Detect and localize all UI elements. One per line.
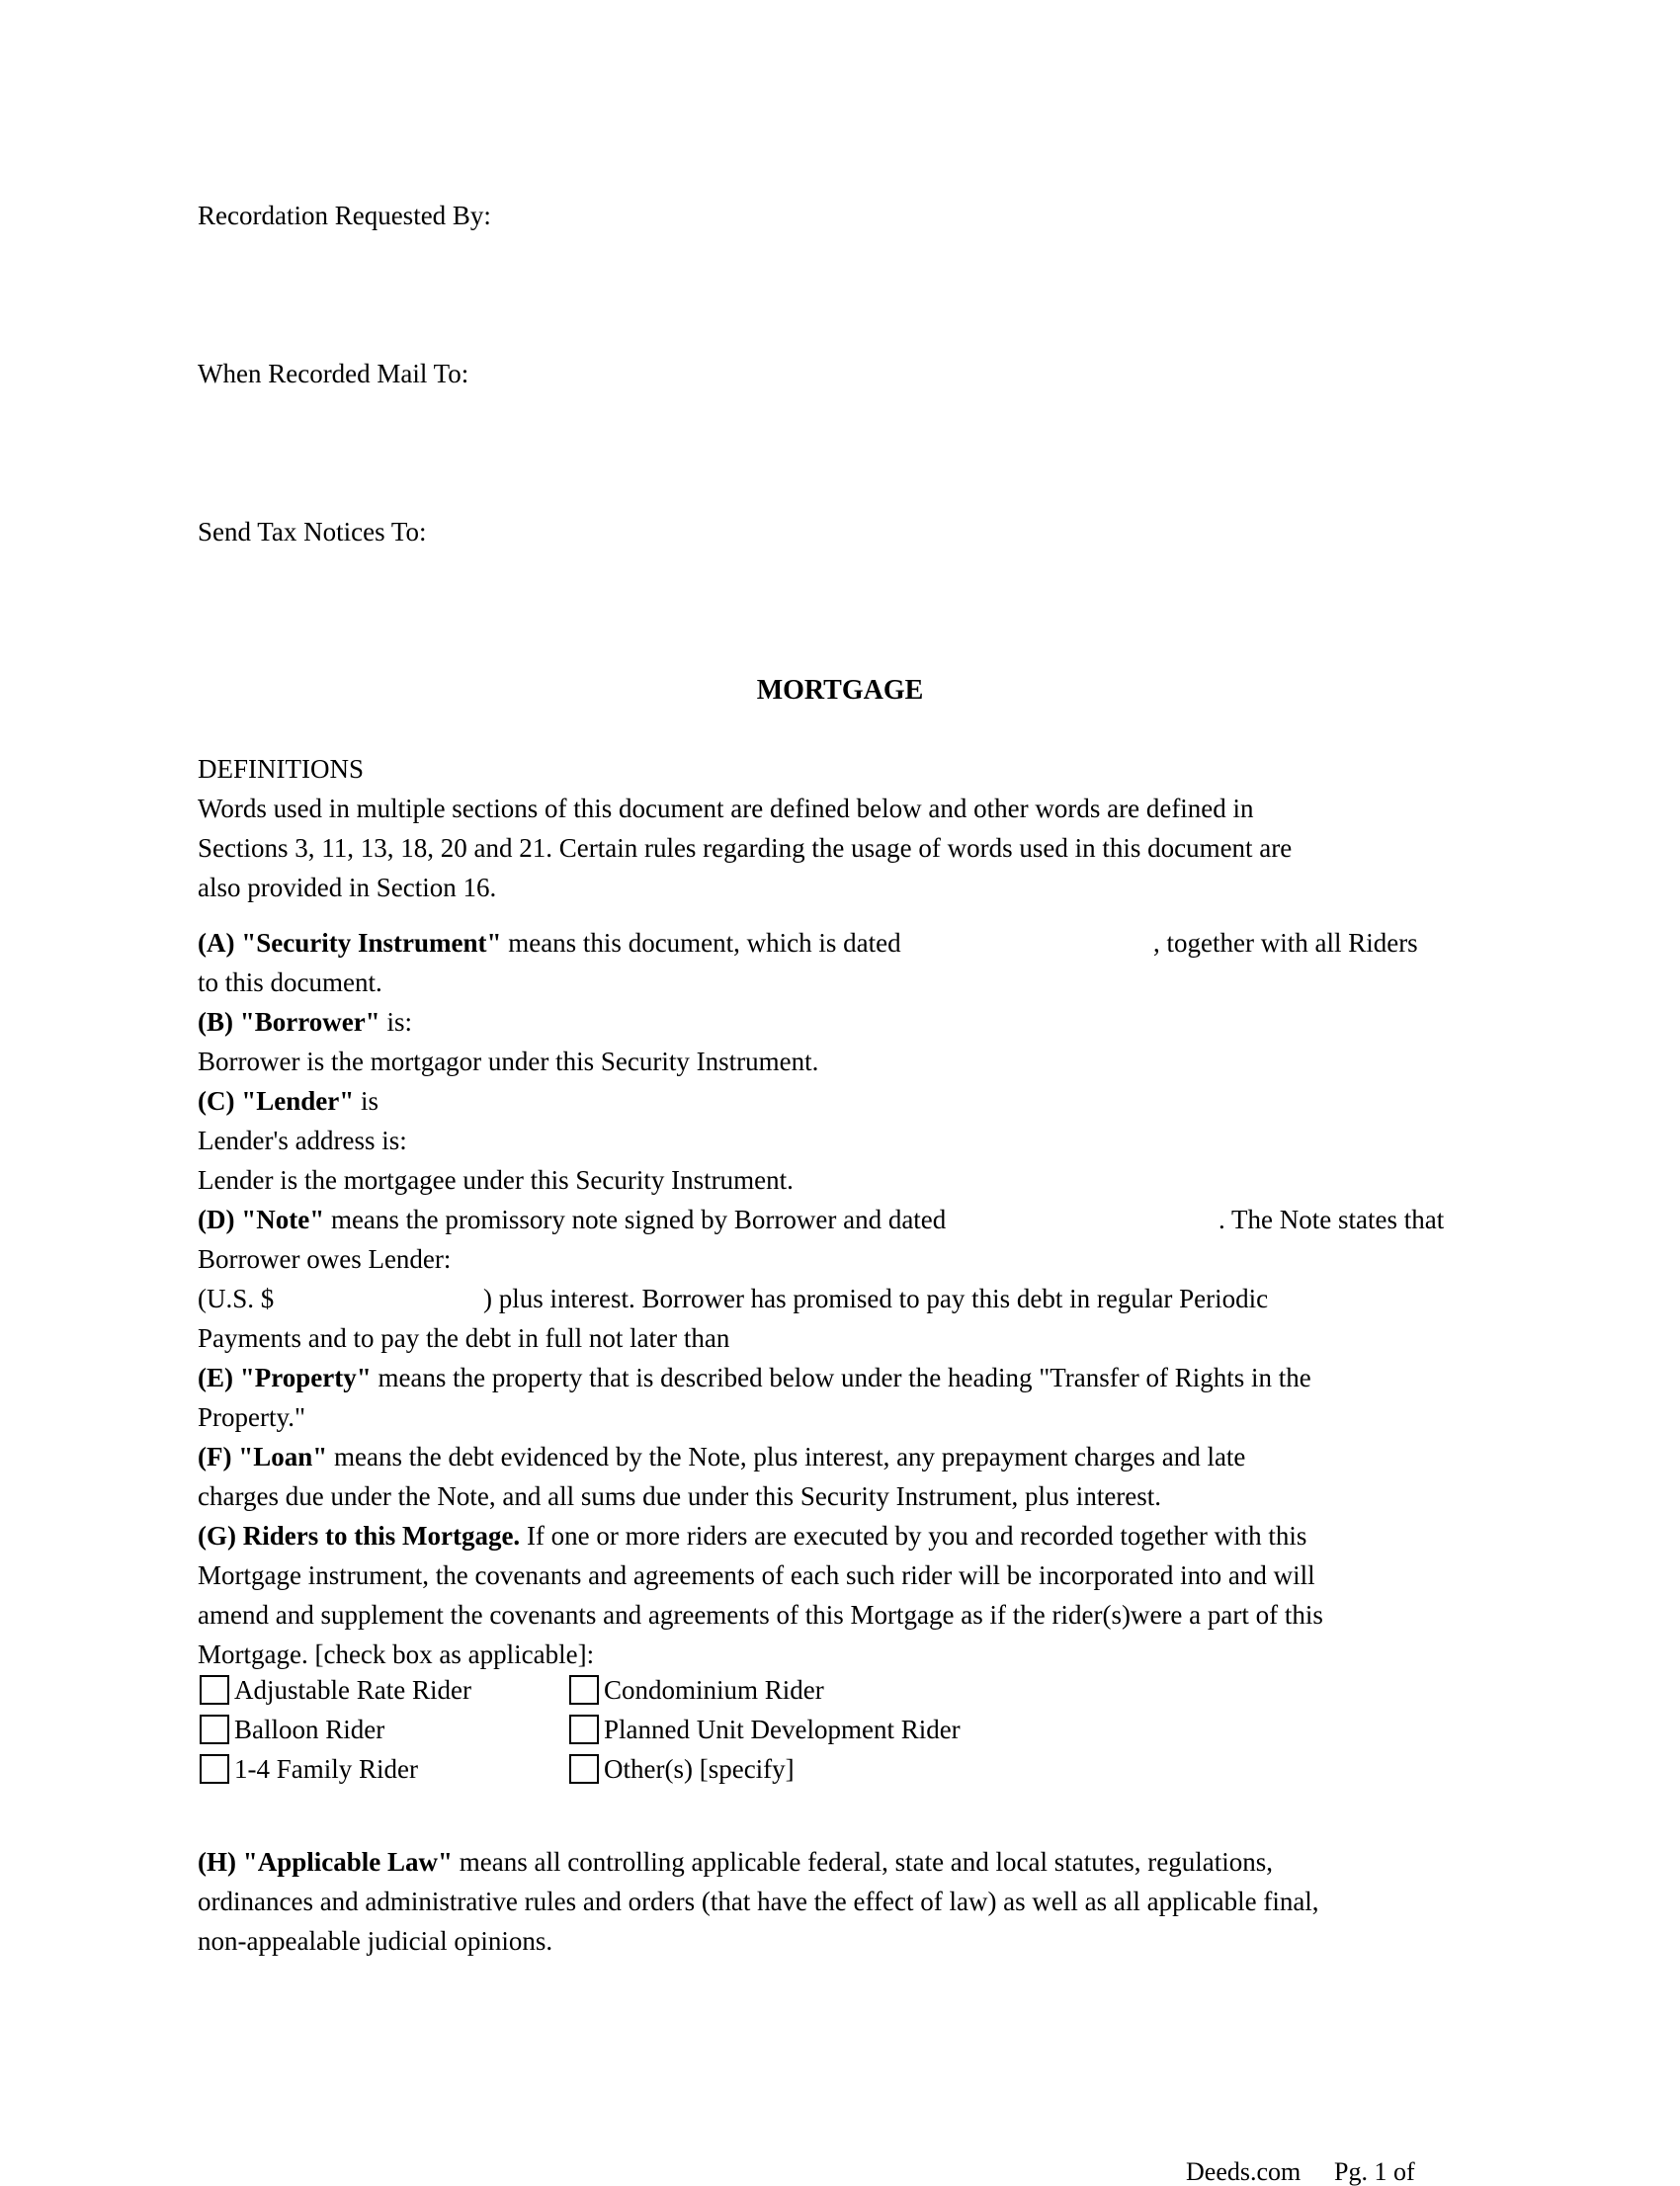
checkbox-icon[interactable]	[200, 1754, 229, 1784]
definition-h-text: means all controlling applicable federal, state and local statutes, regulations,	[453, 1847, 1273, 1877]
definition-a-text: means this document, which is dated	[501, 928, 901, 958]
definition-h-line-2: ordinances and administrative rules and orders (that have the effect of law) as well as all applicable final,	[198, 1887, 1319, 1916]
rider-label: Adjustable Rate Rider	[234, 1674, 471, 1705]
rider-adjustable-rate[interactable]	[200, 1673, 471, 1707]
rider-condominium[interactable]	[569, 1673, 824, 1707]
definition-c-label: (C) "Lender"	[198, 1086, 355, 1116]
rider-label: Balloon Rider	[234, 1714, 385, 1744]
definition-e-line-1	[198, 1365, 1311, 1391]
definition-d-text: means the promissory note signed by Borrower and dated	[324, 1205, 947, 1234]
rider-1-4-family[interactable]	[200, 1752, 418, 1786]
when-recorded-mail-to-label: When Recorded Mail To:	[198, 359, 469, 388]
rider-label: Condominium Rider	[604, 1674, 824, 1705]
definition-d-line-1	[198, 1207, 946, 1233]
definition-e-line-2: Property."	[198, 1402, 306, 1432]
definitions-intro-line-2: Sections 3, 11, 13, 18, 20 and 21. Certain rules regarding the usage of words used in this document are	[198, 833, 1293, 863]
rider-balloon[interactable]	[200, 1713, 384, 1746]
definition-g-line-2: Mortgage instrument, the covenants and agreements of each such rider will be incorporated into and will	[198, 1560, 1315, 1590]
definition-d-line-4: Payments and to pay the debt in full not later than	[198, 1323, 730, 1353]
definitions-heading: DEFINITIONS	[198, 754, 364, 784]
checkbox-icon[interactable]	[569, 1675, 599, 1705]
send-tax-notices-to-label: Send Tax Notices To:	[198, 517, 427, 546]
definition-a-line-1	[198, 930, 901, 957]
definition-g-line-3: amend and supplement the covenants and agreements of this Mortgage as if the rider(s)were a part of this	[198, 1600, 1323, 1630]
definition-d-line-3a: (U.S. $	[198, 1284, 275, 1313]
definition-b-label: (B) "Borrower"	[198, 1007, 380, 1037]
definition-g-text: If one or more riders are executed by you and recorded together with this	[520, 1521, 1307, 1551]
rider-planned-unit-development[interactable]	[569, 1713, 961, 1746]
definition-g-line-4: Mortgage. [check box as applicable]:	[198, 1640, 595, 1669]
definition-e-label: (E) "Property"	[198, 1363, 372, 1392]
definition-c-line-1	[198, 1088, 378, 1115]
definition-g-line-1	[198, 1523, 1306, 1550]
definition-f-label: (F) "Loan"	[198, 1442, 328, 1471]
checkbox-icon[interactable]	[200, 1715, 229, 1744]
checkbox-icon[interactable]	[569, 1754, 599, 1784]
definition-c-line-2: Lender's address is:	[198, 1126, 407, 1155]
definition-a-text-end: , together with all Riders	[1153, 928, 1418, 958]
definitions-intro-line-3: also provided in Section 16.	[198, 873, 497, 902]
definition-c-line-3: Lender is the mortgagee under this Security Instrument.	[198, 1165, 794, 1195]
definition-d-line-3b: ) plus interest. Borrower has promised to pay this debt in regular Periodic	[483, 1284, 1269, 1313]
rider-label: Other(s) [specify]	[604, 1753, 795, 1784]
definitions-intro-line-1: Words used in multiple sections of this document are defined below and other words are defined in	[198, 794, 1254, 823]
definition-h-line-1	[198, 1849, 1273, 1876]
rider-other[interactable]	[569, 1752, 795, 1786]
definition-d-text-end: . The Note states that	[1218, 1205, 1445, 1234]
definition-g-label: (G) Riders to this Mortgage.	[198, 1521, 521, 1551]
recordation-requested-by-label: Recordation Requested By:	[198, 201, 491, 230]
footer-page-number: Pg. 1 of	[1334, 2157, 1415, 2186]
rider-label: Planned Unit Development Rider	[604, 1714, 961, 1744]
definition-h-line-3: non-appealable judicial opinions.	[198, 1926, 553, 1956]
document-title: MORTGAGE	[756, 675, 924, 706]
definition-c-text: is	[354, 1086, 378, 1116]
rider-label: 1-4 Family Rider	[234, 1753, 418, 1784]
footer-site: Deeds.com	[1186, 2157, 1302, 2186]
definition-b-line-1	[198, 1009, 412, 1036]
definition-b-text: is:	[379, 1007, 412, 1037]
definition-f-line-1	[198, 1444, 1245, 1471]
definition-b-line-2: Borrower is the mortgagor under this Security Instrument.	[198, 1047, 819, 1076]
definition-d-line-2: Borrower owes Lender:	[198, 1244, 452, 1274]
definition-a-line-2: to this document.	[198, 967, 382, 997]
definition-f-line-2: charges due under the Note, and all sums due under this Security Instrument, plus interest.	[198, 1481, 1162, 1511]
checkbox-icon[interactable]	[200, 1675, 229, 1705]
definition-e-text: means the property that is described below under the heading "Transfer of Rights in the	[371, 1363, 1311, 1392]
checkbox-icon[interactable]	[569, 1715, 599, 1744]
definition-d-label: (D) "Note"	[198, 1205, 325, 1234]
definition-h-label: (H) "Applicable Law"	[198, 1847, 453, 1877]
definition-a-label: (A) "Security Instrument"	[198, 928, 502, 958]
definition-f-text: means the debt evidenced by the Note, plus interest, any prepayment charges and late	[327, 1442, 1246, 1471]
